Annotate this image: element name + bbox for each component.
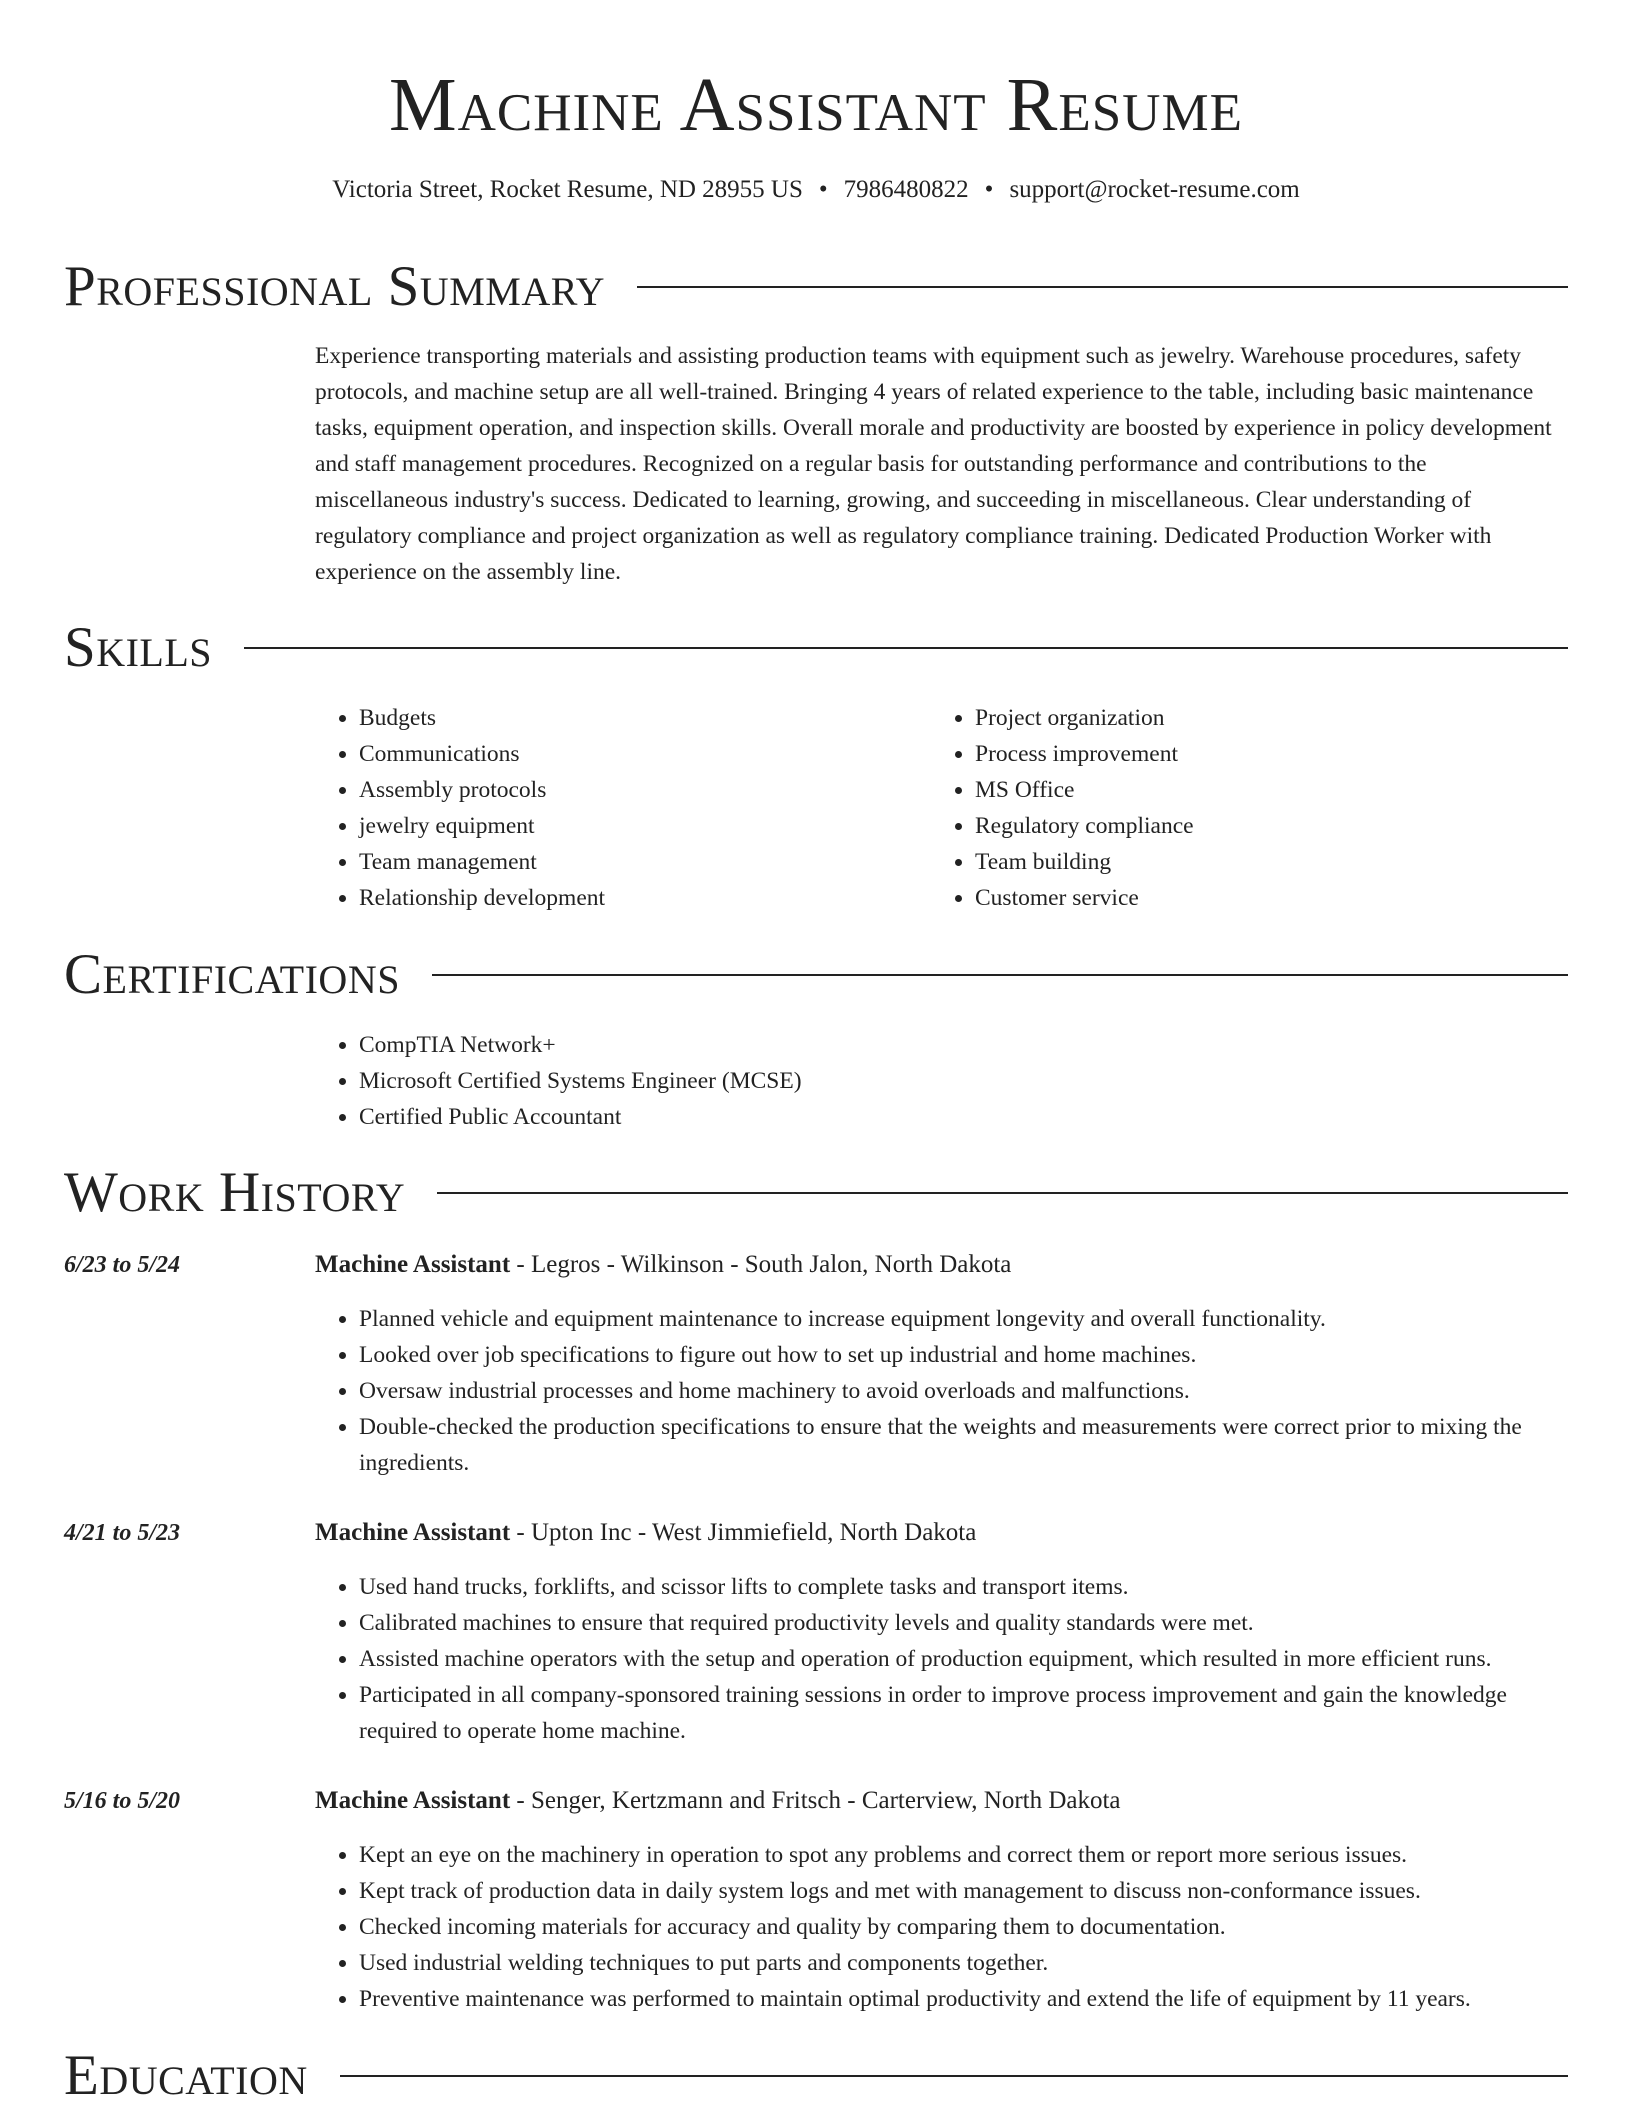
- job-dates: 6/23 to 5/24: [64, 1252, 181, 1278]
- contact-phone: 7986480822: [843, 176, 969, 203]
- skill-item: • MS Office: [975, 772, 1561, 808]
- skills-list-left: [315, 700, 915, 916]
- job-employer: - Legros - Wilkinson - South Jalon, North Dakota: [510, 1251, 1012, 1278]
- job-details: [315, 1301, 1565, 1481]
- job-bullet-list: [315, 1569, 1565, 1749]
- job-bullet: • Double-checked the production specifications to ensure that the weights and measurements were correct prior to mixing the ingredients.: [359, 1409, 1565, 1481]
- contact-separator: •: [984, 176, 994, 203]
- skill-item: • jewelry equipment: [359, 808, 915, 844]
- job-details: [315, 1837, 1565, 2017]
- job-heading: [315, 1515, 976, 1551]
- job-bullet: • Used hand trucks, forklifts, and scissor lifts to complete tasks and transport items.: [359, 1569, 1565, 1605]
- section-title-work-history: Work History: [64, 1161, 406, 1224]
- skill-item: • Team building: [975, 844, 1561, 880]
- section-title-skills: Skills: [64, 616, 213, 679]
- section-header-work-history: [64, 1161, 1568, 1225]
- section-divider: [637, 286, 1568, 288]
- section-header-certifications: [64, 943, 1568, 1007]
- job-dates: 5/16 to 5/20: [64, 1788, 181, 1814]
- skill-item: • Customer service: [975, 880, 1561, 916]
- certifications: [315, 1027, 1565, 1135]
- skill-item: • Team management: [359, 844, 915, 880]
- skills-list-right: [931, 700, 1561, 916]
- contact-email: support@rocket-resume.com: [1009, 176, 1300, 203]
- job-bullet: • Assisted machine operators with the setup and operation of production equipment, which resulted in more efficient runs.: [359, 1641, 1565, 1677]
- job-bullet: • Preventive maintenance was performed to maintain optimal productivity and extend the life of equipment by 11 years.: [359, 1981, 1565, 2017]
- section-divider: [244, 647, 1568, 649]
- job-bullet: • Kept track of production data in daily system logs and met with management to discuss non-conformance issues.: [359, 1873, 1565, 1909]
- certification-item: • Certified Public Accountant: [359, 1099, 1565, 1135]
- job-employer: - Upton Inc - West Jimmiefield, North Dakota: [510, 1519, 977, 1546]
- job-heading: [315, 1783, 1121, 1819]
- job-bullet-list: [315, 1837, 1565, 2017]
- job-title: Machine Assistant: [315, 1519, 511, 1546]
- contact-line: [0, 175, 1632, 205]
- skill-item: • Process improvement: [975, 736, 1561, 772]
- job-dates: 4/21 to 5/23: [64, 1520, 181, 1546]
- job-bullet: • Checked incoming materials for accuracy and quality by comparing them to documentation.: [359, 1909, 1565, 1945]
- section-title-summary: Professional Summary: [64, 255, 606, 318]
- contact-separator: •: [818, 176, 828, 203]
- skill-item: • Regulatory compliance: [975, 808, 1561, 844]
- certification-item: • CompTIA Network+: [359, 1027, 1565, 1063]
- section-divider: [437, 1192, 1568, 1194]
- section-header-summary: [64, 255, 1568, 319]
- job-bullet: • Oversaw industrial processes and home machinery to avoid overloads and malfunctions.: [359, 1373, 1565, 1409]
- section-header-skills: [64, 616, 1568, 680]
- section-divider: [432, 974, 1568, 976]
- job-bullet: • Calibrated machines to ensure that required productivity levels and quality standards were met.: [359, 1605, 1565, 1641]
- section-title-certifications: Certifications: [64, 943, 400, 1006]
- contact-address: Victoria Street, Rocket Resume, ND 28955 US: [332, 176, 803, 203]
- job-title: Machine Assistant: [315, 1251, 511, 1278]
- skills-column-left: [315, 700, 915, 916]
- job-bullet: • Looked over job specifications to figure out how to set up industrial and home machines.: [359, 1337, 1565, 1373]
- certifications-list: [315, 1027, 1565, 1135]
- job-bullet-list: [315, 1301, 1565, 1481]
- skill-item: • Assembly protocols: [359, 772, 915, 808]
- skill-item: • Relationship development: [359, 880, 915, 916]
- section-title-education: Education: [64, 2044, 308, 2107]
- job-bullet: • Participated in all company-sponsored training sessions in order to improve process improvement and gain the knowledge required to operate home machine.: [359, 1677, 1565, 1749]
- skills-column-right: [931, 700, 1561, 916]
- resume-title: Machine Assistant Resume: [389, 63, 1243, 147]
- skill-item: • Project organization: [975, 700, 1561, 736]
- skill-item: • Budgets: [359, 700, 915, 736]
- job-details: [315, 1569, 1565, 1749]
- job-bullet: • Planned vehicle and equipment maintenance to increase equipment longevity and overall functionality.: [359, 1301, 1565, 1337]
- job-title: Machine Assistant: [315, 1787, 511, 1814]
- skill-item: • Communications: [359, 736, 915, 772]
- summary-text: Experience transporting materials and assisting production teams with equipment such as jewelry. Warehouse procedures, safety protocols, and machine setup are all well-trained. Bringing 4 years of related experience to the table, including basic maintenance tasks, equipment operation, and inspection skills. Overall morale and productivity are boosted by experience in policy development and staff management procedures. Recognized on a regular basis for outstanding performance and contributions to the miscellaneous industry's success. Dedicated to learning, growing, and succeeding in miscellaneous. Clear understanding of regulatory compliance and project organization as well as regulatory compliance training. Dedicated Production Worker with experience on the assembly line.: [315, 343, 1552, 585]
- job-bullet: • Kept an eye on the machinery in operation to spot any problems and correct them or report more serious issues.: [359, 1837, 1565, 1873]
- certification-item: • Microsoft Certified Systems Engineer (MCSE): [359, 1063, 1565, 1099]
- job-employer: - Senger, Kertzmann and Fritsch - Carterview, North Dakota: [510, 1787, 1121, 1814]
- section-header-education: [64, 2044, 1568, 2108]
- job-bullet: • Used industrial welding techniques to put parts and components together.: [359, 1945, 1565, 1981]
- job-heading: [315, 1247, 1011, 1283]
- section-divider: [340, 2075, 1568, 2077]
